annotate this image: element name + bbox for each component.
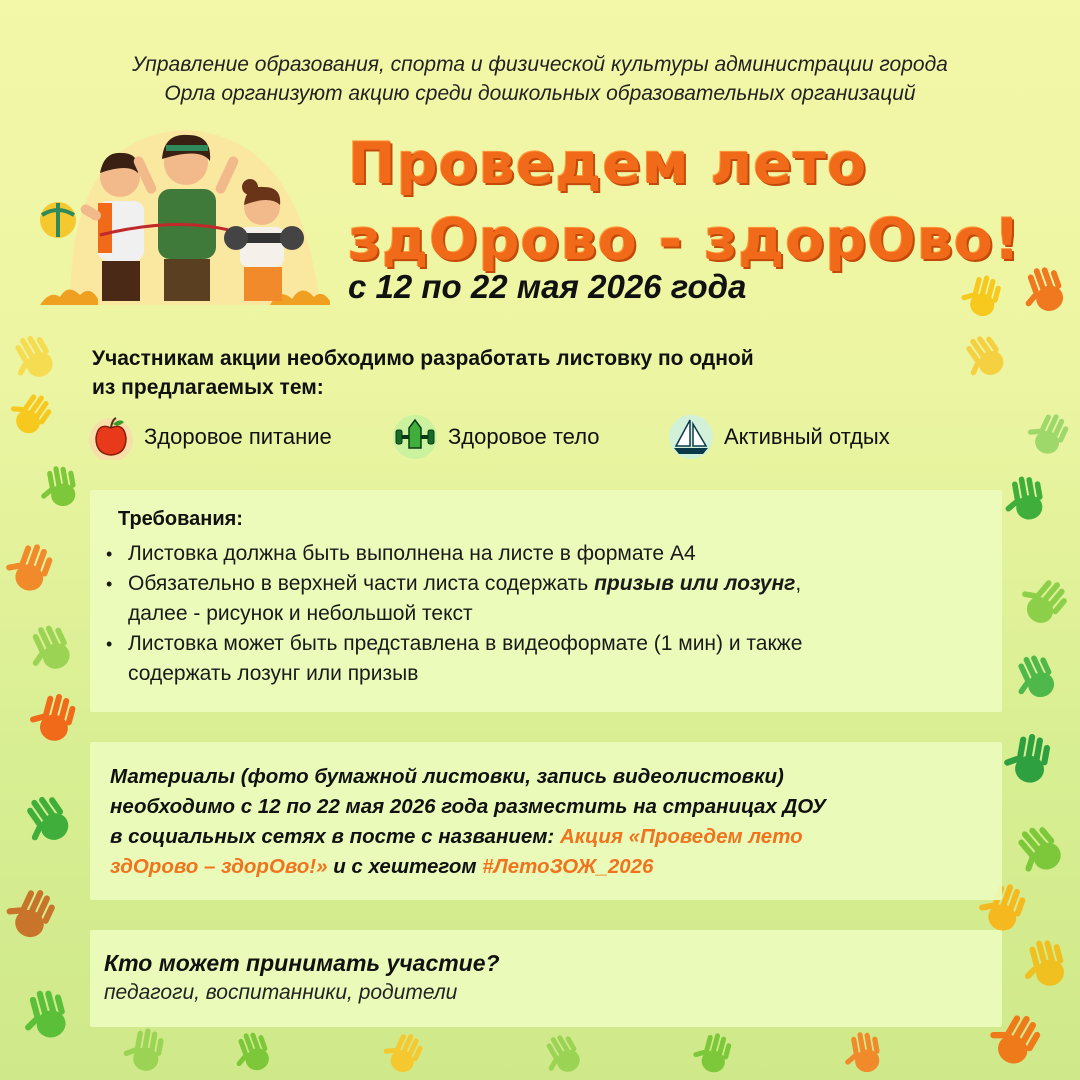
handprint-icon (1012, 820, 1072, 880)
task-text (92, 344, 972, 402)
requirement-text: Обязательно в верхней части листа содержать (128, 572, 595, 595)
intro-line: Управление образования, спорта и физической культуры администрации города (132, 53, 948, 76)
campaign-name: Акция «Проведем лето (559, 825, 803, 848)
handprint-icon (540, 1030, 590, 1080)
campaign-name: здОрово – здорОво!» (110, 855, 328, 878)
materials-line (110, 822, 972, 852)
handprint-icon (2, 885, 64, 947)
handprint-icon (6, 390, 58, 442)
participants-text: педагоги, воспитанники, родители (104, 981, 458, 1004)
handprint-icon (18, 985, 80, 1047)
requirements-title: Требования: (118, 508, 243, 530)
main-title (348, 126, 1068, 278)
materials-text (110, 762, 972, 882)
sailboat-icon (668, 414, 714, 460)
participants-title: Кто может принимать участие? (104, 950, 500, 976)
topic-label: Здоровое питание (144, 424, 332, 449)
handprint-icon (8, 330, 64, 386)
handprint-icon (958, 272, 1010, 324)
handprint-icon (2, 540, 62, 600)
handprint-icon (1024, 410, 1076, 462)
handprint-icon (380, 1030, 430, 1080)
topic-label: Активный отдых (724, 424, 890, 449)
topic-item (88, 412, 332, 462)
requirements-list (118, 539, 972, 689)
handprint-icon (690, 1030, 740, 1080)
hashtag: #ЛетоЗОЖ_2026 (482, 855, 654, 878)
intro-line: Орла организуют акцию среди дошкольных образовательных организаций (164, 82, 916, 105)
topic-item (392, 412, 600, 462)
task-line: Участникам акции необходимо разработать листовку по одной (92, 347, 754, 370)
materials-text-part: в социальных сетях в посте с названием: (110, 825, 560, 848)
handprint-icon (1018, 935, 1078, 995)
intro-text (30, 50, 1050, 108)
apple-icon (88, 414, 134, 460)
event-dates: с 12 по 22 мая 2026 года (348, 268, 747, 305)
handprint-icon (1000, 472, 1056, 528)
handprint-icon (120, 1025, 174, 1079)
title-line: Проведем лето (348, 131, 868, 197)
topic-item (668, 412, 890, 462)
handprint-icon (36, 462, 88, 514)
participants-panel (90, 930, 1002, 1027)
handprint-icon (1000, 730, 1062, 792)
requirement-text: , (795, 572, 802, 595)
requirement-emphasis: призыв или лозунг (594, 572, 796, 595)
requirement-text: содержать лозунг или призыв (128, 662, 419, 685)
materials-line (110, 852, 972, 882)
dumbbell-icon (392, 414, 438, 460)
kids-illustration (40, 115, 330, 305)
requirement-text: Листовка может быть представлена в видеоформате (1 мин) и также (128, 632, 803, 655)
materials-text-part: и с хештегом (327, 855, 483, 878)
requirement-text: далее - рисунок и небольшой текст (128, 602, 473, 625)
list-item (118, 629, 972, 689)
topic-list (88, 412, 988, 462)
task-line: из предлагаемых тем: (92, 376, 324, 399)
list-item (118, 569, 972, 629)
materials-line: Материалы (фото бумажной листовки, запись видеолистовки) (110, 765, 784, 788)
handprint-icon (24, 620, 82, 678)
materials-line: необходимо с 12 по 22 мая 2026 года разместить на страницах ДОУ (110, 795, 826, 818)
handprint-icon (840, 1028, 892, 1080)
title-line: здОрово - здорОво! (348, 207, 1021, 273)
requirements-panel (90, 490, 1002, 712)
list-item (118, 539, 972, 569)
handprint-icon (230, 1028, 280, 1078)
handprint-icon (26, 690, 86, 750)
materials-panel (90, 742, 1002, 900)
topic-label: Здоровое тело (448, 424, 600, 449)
handprint-icon (1010, 650, 1066, 706)
requirement-text: Листовка должна быть выполнена на листе в формате А4 (128, 542, 696, 565)
handprint-icon (1016, 575, 1074, 633)
handprint-icon (20, 790, 80, 850)
